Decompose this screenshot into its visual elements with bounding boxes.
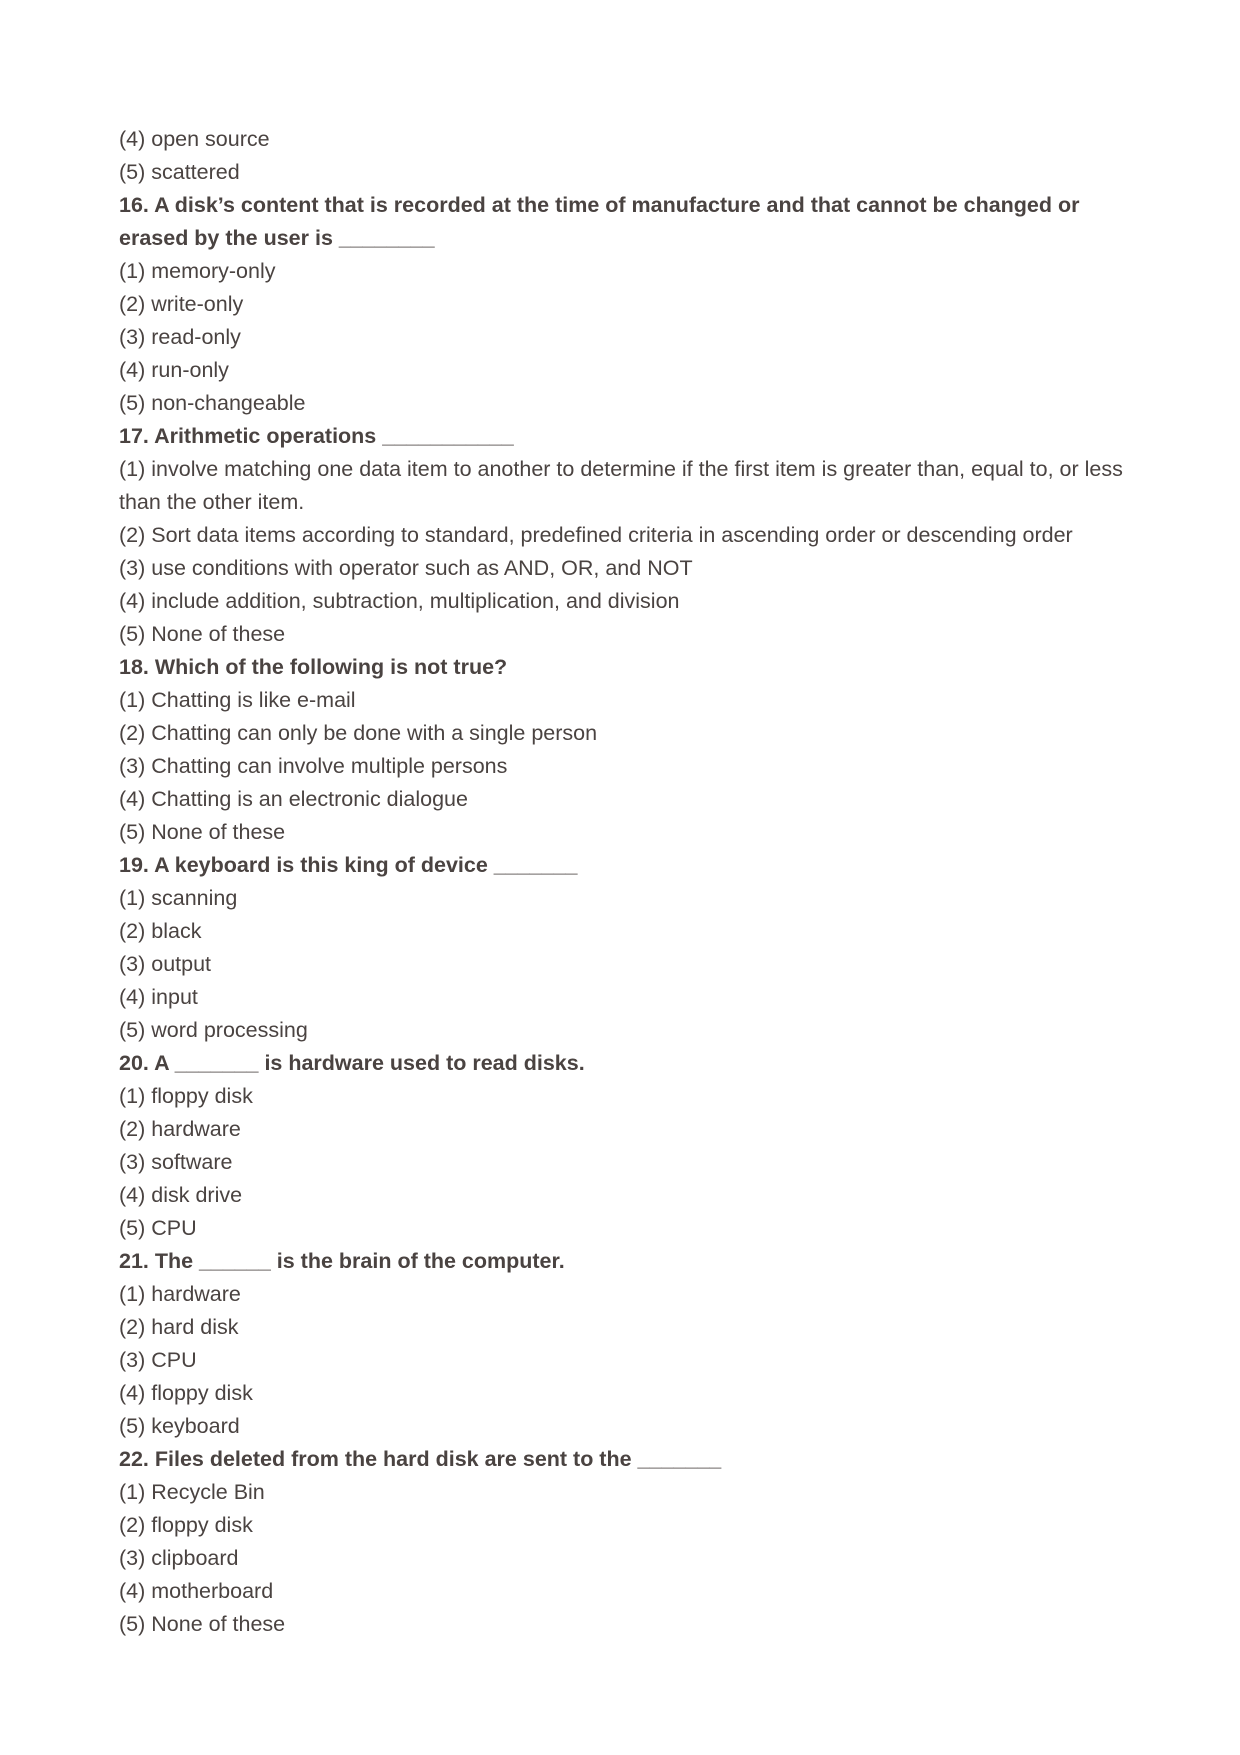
question-text: 20. A _______ is hardware used to read disks. bbox=[119, 1051, 585, 1075]
option-text: (3) output bbox=[119, 952, 212, 976]
option-text: (3) CPU bbox=[119, 1348, 197, 1372]
option-text: (5) None of these bbox=[119, 622, 286, 646]
question-text: 19. A keyboard is this king of device _______ bbox=[119, 853, 578, 877]
option-text: (1) Recycle Bin bbox=[119, 1480, 265, 1504]
document-page bbox=[119, 123, 1129, 1641]
option-text: (3) read-only bbox=[119, 325, 241, 349]
option-text: (2) Sort data items according to standard, predefined criteria in ascending order or descending order bbox=[119, 523, 1073, 547]
option-text: (5) scattered bbox=[119, 160, 240, 184]
option-text: (2) hardware bbox=[119, 1117, 241, 1141]
option-text: (2) black bbox=[119, 919, 202, 943]
option-text: (3) clipboard bbox=[119, 1546, 239, 1570]
option-text: (1) Chatting is like e-mail bbox=[119, 688, 356, 712]
question-text: 22. Files deleted from the hard disk are sent to the _______ bbox=[119, 1447, 722, 1471]
option-text: (1) scanning bbox=[119, 886, 238, 910]
option-text: (1) involve matching one data item to another to determine if the first item is greater than, equal to, or less than the other item. bbox=[119, 457, 1129, 514]
option-text: (2) floppy disk bbox=[119, 1513, 253, 1537]
option-text: (4) floppy disk bbox=[119, 1381, 253, 1405]
option-text: (1) memory-only bbox=[119, 259, 276, 283]
option-text: (1) floppy disk bbox=[119, 1084, 253, 1108]
option-text: (5) None of these bbox=[119, 1612, 286, 1636]
option-text: (2) Chatting can only be done with a single person bbox=[119, 721, 598, 745]
option-text: (4) Chatting is an electronic dialogue bbox=[119, 787, 468, 811]
question-text: 16. A disk’s content that is recorded at the time of manufacture and that cannot be changed or erased by the user is ________ bbox=[119, 193, 1086, 250]
option-text: (5) non-changeable bbox=[119, 391, 306, 415]
option-text: (4) disk drive bbox=[119, 1183, 243, 1207]
option-text: (2) write-only bbox=[119, 292, 244, 316]
option-text: (5) keyboard bbox=[119, 1414, 240, 1438]
option-text: (4) input bbox=[119, 985, 198, 1009]
option-text: (5) CPU bbox=[119, 1216, 197, 1240]
question-text: 17. Arithmetic operations ___________ bbox=[119, 424, 514, 448]
option-text: (3) use conditions with operator such as AND, OR, and NOT bbox=[119, 556, 693, 580]
option-text: (3) Chatting can involve multiple persons bbox=[119, 754, 508, 778]
question-text: 18. Which of the following is not true? bbox=[119, 655, 508, 679]
question-text: 21. The ______ is the brain of the computer. bbox=[119, 1249, 565, 1273]
option-text: (5) word processing bbox=[119, 1018, 308, 1042]
option-text: (2) hard disk bbox=[119, 1315, 239, 1339]
option-text: (4) run-only bbox=[119, 358, 229, 382]
option-text: (4) open source bbox=[119, 127, 270, 151]
option-text: (5) None of these bbox=[119, 820, 286, 844]
option-text: (3) software bbox=[119, 1150, 233, 1174]
option-text: (1) hardware bbox=[119, 1282, 241, 1306]
option-text: (4) include addition, subtraction, multiplication, and division bbox=[119, 589, 680, 613]
option-text: (4) motherboard bbox=[119, 1579, 274, 1603]
